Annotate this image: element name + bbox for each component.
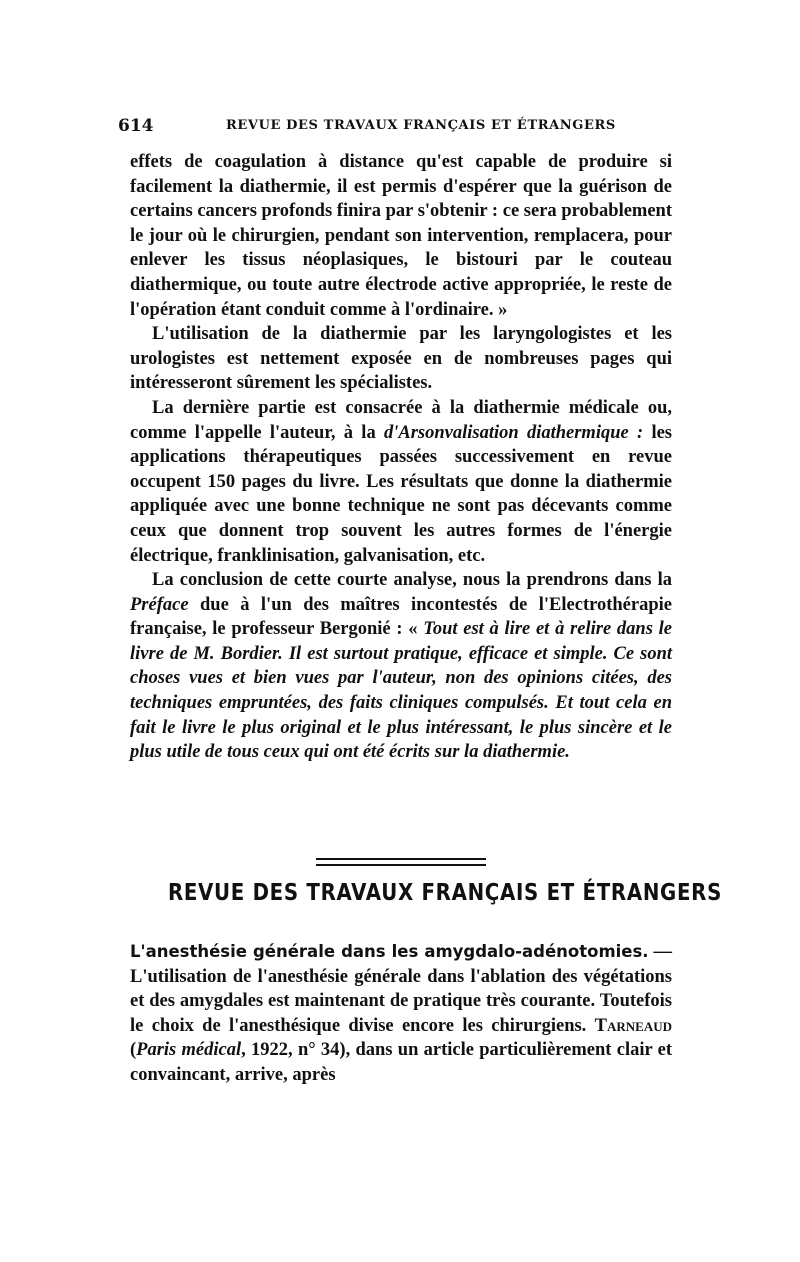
paragraph-text: les applications thérapeutiques passées successivement en revue occupent 150 pages du livre. Les résultats que donne la diathermie appliquée avec une bonne technique ne sont pas décevants comme ceux que donnent trop souvent les autres formes de l'énergie électrique, franklinisation, galvanisation, etc.: [130, 422, 672, 566]
divider-rule: [316, 864, 486, 866]
paragraph: [130, 396, 672, 568]
journal-name: Paris médical: [136, 1040, 242, 1061]
article-heading: L'anesthésie générale dans les amygdalo-adénotomies.: [130, 942, 649, 961]
paragraph: L'utilisation de la diathermie par les laryngologistes et les urologistes est nettement exposée en de nombreuses pages qui intéresseront sûrement les spécialistes.: [130, 324, 672, 394]
author-name: Tarneaud: [594, 1015, 672, 1036]
paragraph-text: , 1922, n° 34), dans un article particulièrement clair et convaincant, arrive, après: [130, 1040, 672, 1085]
paragraph: [130, 568, 672, 765]
paragraph-text: L'utilisation de l'anesthésie générale dans l'ablation des végétations et des amygdales est maintenant de pratique très courante. Toutefois le choix de l'anesthésique divise encore les chirurgiens.: [130, 966, 672, 1036]
paragraph-text: La dernière partie est consacrée à la diathermie médicale ou, comme l'appelle l'auteur, à la: [130, 397, 672, 443]
italic-quote: Tout est à lire et à relire dans le livre de M. Bordier. Il est surtout pratique, efficace et simple. Ce sont choses vues et bien vues par l'auteur, non des opinions citées, des techniques empruntées, des faits cliniques compulsés. Et tout cela en fait le livre le plus original et le plus intéressant, le plus sincère et le plus utile de tous ceux qui ont été écrits sur la diathermie.: [130, 619, 672, 763]
paragraph: [130, 940, 672, 1088]
italic-term: Préface: [130, 594, 189, 615]
divider-rule: [316, 858, 486, 860]
section-title: REVUE DES TRAVAUX FRANÇAIS ET ÉTRANGERS: [167, 880, 723, 906]
page-number: 614: [118, 116, 154, 136]
dash: —: [648, 942, 672, 962]
running-title: REVUE DES TRAVAUX FRANÇAIS ET ÉTRANGERS: [226, 118, 616, 133]
review-text: [130, 150, 672, 765]
paragraph: effets de coagulation à distance qu'est capable de produire si facilement la diathermie, il est permis d'espérer que la guérison de certains cancers profonds finira par s'obtenir : ce sera probablement le jour où le chirurgien, pendant son intervention, remplacera, pour enlever les tissus néoplasiques, le bistouri par le couteau diathermique, ou toute autre électrode active appropriée, le reste de l'opération étant conduit comme à l'ordinaire. »: [130, 152, 672, 320]
paragraph-text: La conclusion de cette courte analyse, nous la prendrons dans la: [152, 570, 672, 591]
paragraph-text: due à l'un des maîtres incontestés de l'Electrothérapie française, le professeur Bergonié : «: [130, 594, 672, 640]
article-text: [130, 940, 672, 1088]
paragraph-text: (: [130, 1040, 137, 1061]
italic-term: d'Arsonvalisation diathermique :: [383, 422, 644, 443]
